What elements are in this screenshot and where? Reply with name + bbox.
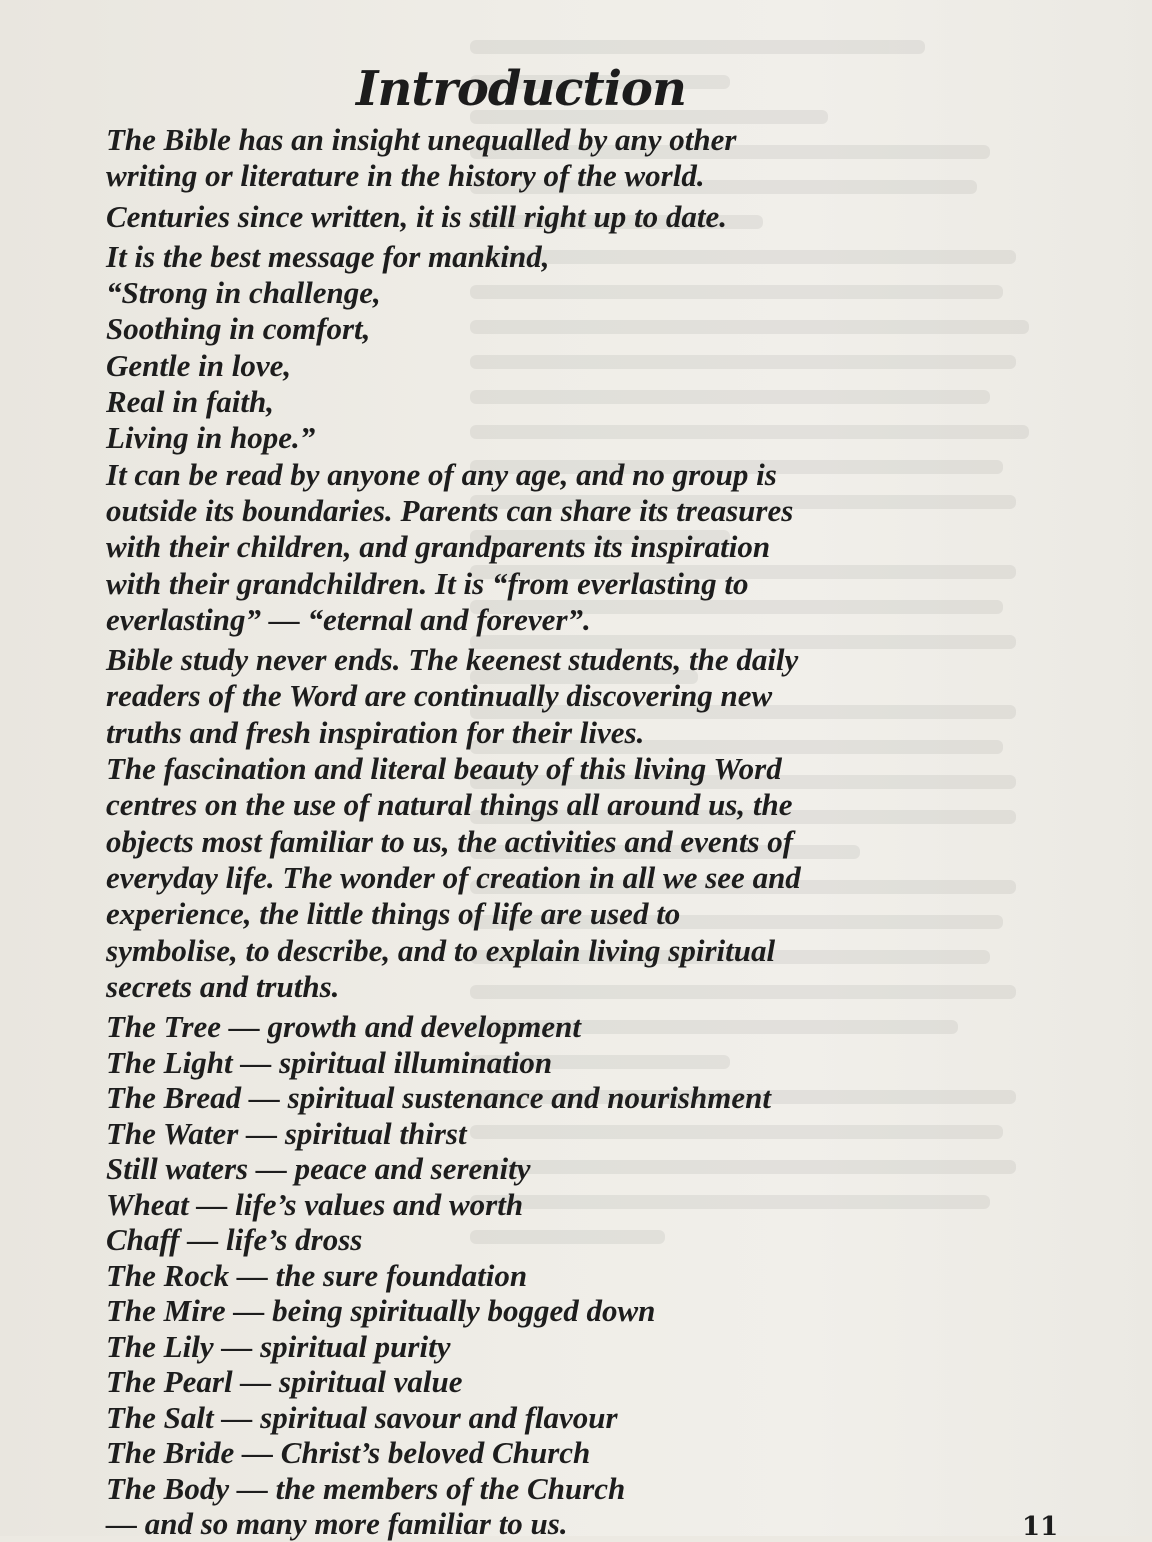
list-item: The Pearl — spiritual value xyxy=(106,1364,463,1400)
page-number: 11 xyxy=(1022,1512,1059,1542)
page-title: Introduction xyxy=(356,61,686,117)
list-item: The Mire — being spiritually bogged down xyxy=(106,1293,656,1329)
list-item: The Bread — spiritual sustenance and nourishment xyxy=(106,1080,771,1116)
list-item: The Light — spiritual illumination xyxy=(106,1044,553,1080)
list-item: Wheat — life’s values and worth xyxy=(106,1186,524,1222)
list-item: Chaff — life’s dross xyxy=(106,1222,363,1258)
list-item: The Lily — spiritual purity xyxy=(106,1328,451,1364)
date-paragraph: Centuries since written, it is still right up to date. xyxy=(106,198,727,234)
list-item: Still waters — peace and serenity xyxy=(106,1151,531,1187)
page-content xyxy=(106,58,1066,1542)
list-item: The Body — the members of the Church xyxy=(106,1470,626,1506)
list-item: The Salt — spiritual savour and flavour xyxy=(106,1399,618,1435)
list-item: The Rock — the sure foundation xyxy=(106,1257,528,1293)
message-paragraph: It is the best message for mankind, “Strong in challenge, Soothing in comfort, Gentle in love, Real in faith, Living in hope.” It can be read by anyone of any age, and no group is outside its boundaries. Parents can share its treasures with their children, and grandparents its inspiration with their grandchildren. It is “from everlasting to everlasting” — “eternal and forever”. xyxy=(106,238,794,637)
list-item: — and so many more familiar to us. xyxy=(106,1506,568,1542)
intro-paragraph: The Bible has an insight unequalled by any other writing or literature in the history of the world. xyxy=(106,122,737,194)
study-paragraph: Bible study never ends. The keenest students, the daily readers of the Word are continually discovering new truths and fresh inspiration for their lives. The fascination and literal beauty of this living Word centres on the use of natural things all around us, the objects most familiar to us, the activities and events of everyday life. The wonder of creation in all we see and experience, the little things of life are used to symbolise, to describe, and to explain living spiritual secrets and truths. xyxy=(106,642,801,1004)
symbol-list xyxy=(106,1009,1066,1542)
list-item: The Bride — Christ’s beloved Church xyxy=(106,1435,591,1471)
list-item: The Tree — growth and development xyxy=(106,1009,582,1045)
list-item: The Water — spiritual thirst xyxy=(106,1115,467,1151)
